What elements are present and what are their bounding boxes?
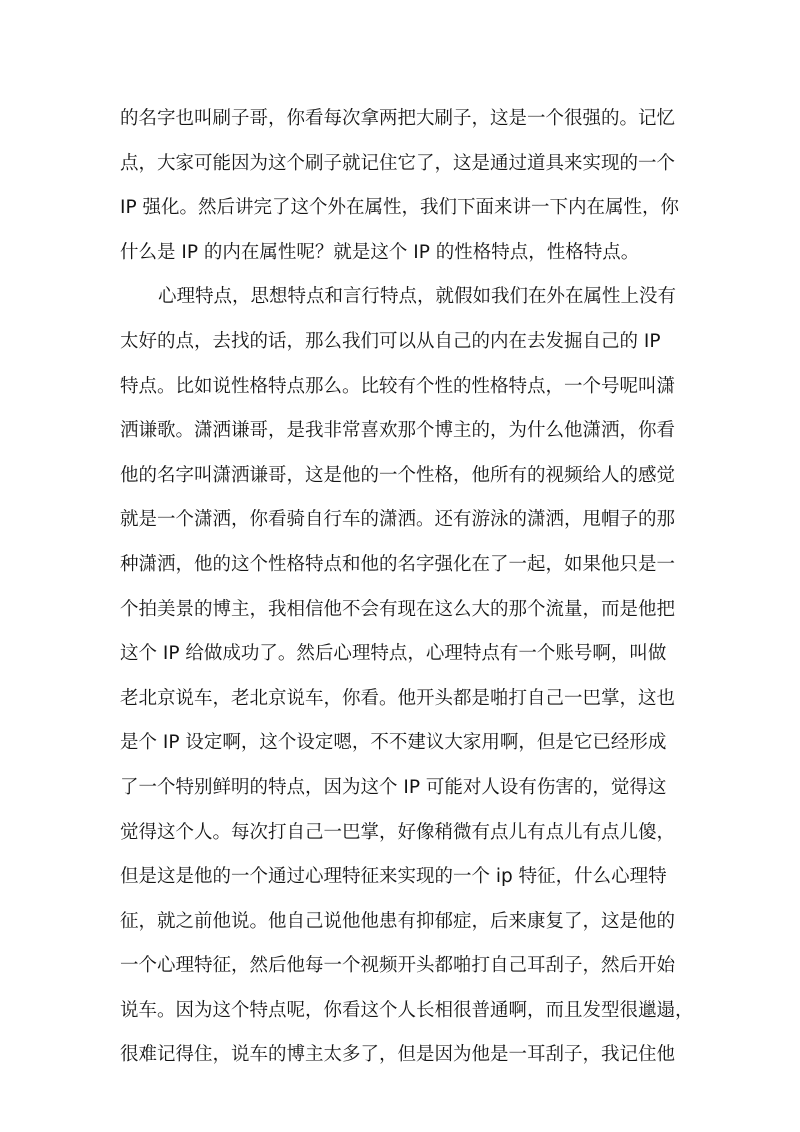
text-line: 老北京说车，老北京说车，你看。他开头都是啪打自己一巴掌，这也 bbox=[120, 687, 676, 709]
text-line: 就是一个潇洒，你看骑自行车的潇洒。还有游泳的潇洒，甩帽子的那 bbox=[120, 509, 676, 531]
text-line: 洒谦歌。潇洒谦哥，是我非常喜欢那个博主的，为什么他潇洒，你看 bbox=[120, 420, 676, 442]
text-line: 点，大家可能因为这个刷子就记住它了，这是通过道具来实现的一个 bbox=[120, 152, 676, 174]
text-line: 他的名字叫潇洒谦哥，这是他的一个性格，他所有的视频给人的感觉 bbox=[120, 464, 676, 486]
text-line: 太好的点，去找的话，那么我们可以从自己的内在去发掘自己的 IP bbox=[120, 330, 661, 352]
text-line: 说车。因为这个特点呢，你看这个人长相很普通啊，而且发型很邋遢， bbox=[120, 999, 694, 1021]
text-line: 是个 IP 设定啊，这个设定嗯，不不建议大家用啊，但是它已经形成 bbox=[120, 732, 667, 754]
text-line: 了一个特别鲜明的特点，因为这个 IP 可能对人设有伤害的，觉得这 bbox=[120, 776, 667, 798]
paragraph-first-line: 心理特点，思想特点和言行特点，就假如我们在外在属性上没有 bbox=[158, 286, 677, 308]
text-line: 征，就之前他说。他自己说他他患有抑郁症，后来康复了，这是他的 bbox=[120, 910, 676, 932]
text-line: 这个 IP 给做成功了。然后心理特点，心理特点有一个账号啊，叫做 bbox=[120, 643, 667, 665]
text-line: 种潇洒，他的这个性格特点和他的名字强化在了一起，如果他只是一 bbox=[120, 553, 676, 575]
body-text bbox=[120, 97, 694, 1078]
text-line: 很难记得住，说车的博主太多了，但是因为他是一耳刮子，我记住他 bbox=[120, 1044, 676, 1066]
text-line: 一个心理特征，然后他每一个视频开头都啪打自己耳刮子，然后开始 bbox=[120, 955, 676, 977]
text-line: 个拍美景的博主，我相信他不会有现在这么大的那个流量，而是他把 bbox=[120, 598, 676, 620]
text-line: IP 强化。然后讲完了这个外在属性，我们下面来讲一下内在属性，你 bbox=[120, 197, 679, 219]
text-line: 什么是 IP 的内在属性呢？就是这个 IP 的性格特点，性格特点。 bbox=[120, 241, 640, 263]
text-line: 特点。比如说性格特点那么。比较有个性的性格特点，一个号呢叫潇 bbox=[120, 375, 676, 397]
text-line: 觉得这个人。每次打自己一巴掌，好像稍微有点儿有点儿有点儿傻， bbox=[120, 821, 676, 843]
text-line: 但是这是他的一个通过心理特征来实现的一个 ip 特征，什么心理特 bbox=[120, 866, 667, 888]
text-line: 的名字也叫刷子哥，你看每次拿两把大刷子，这是一个很强的。记忆 bbox=[120, 108, 676, 129]
